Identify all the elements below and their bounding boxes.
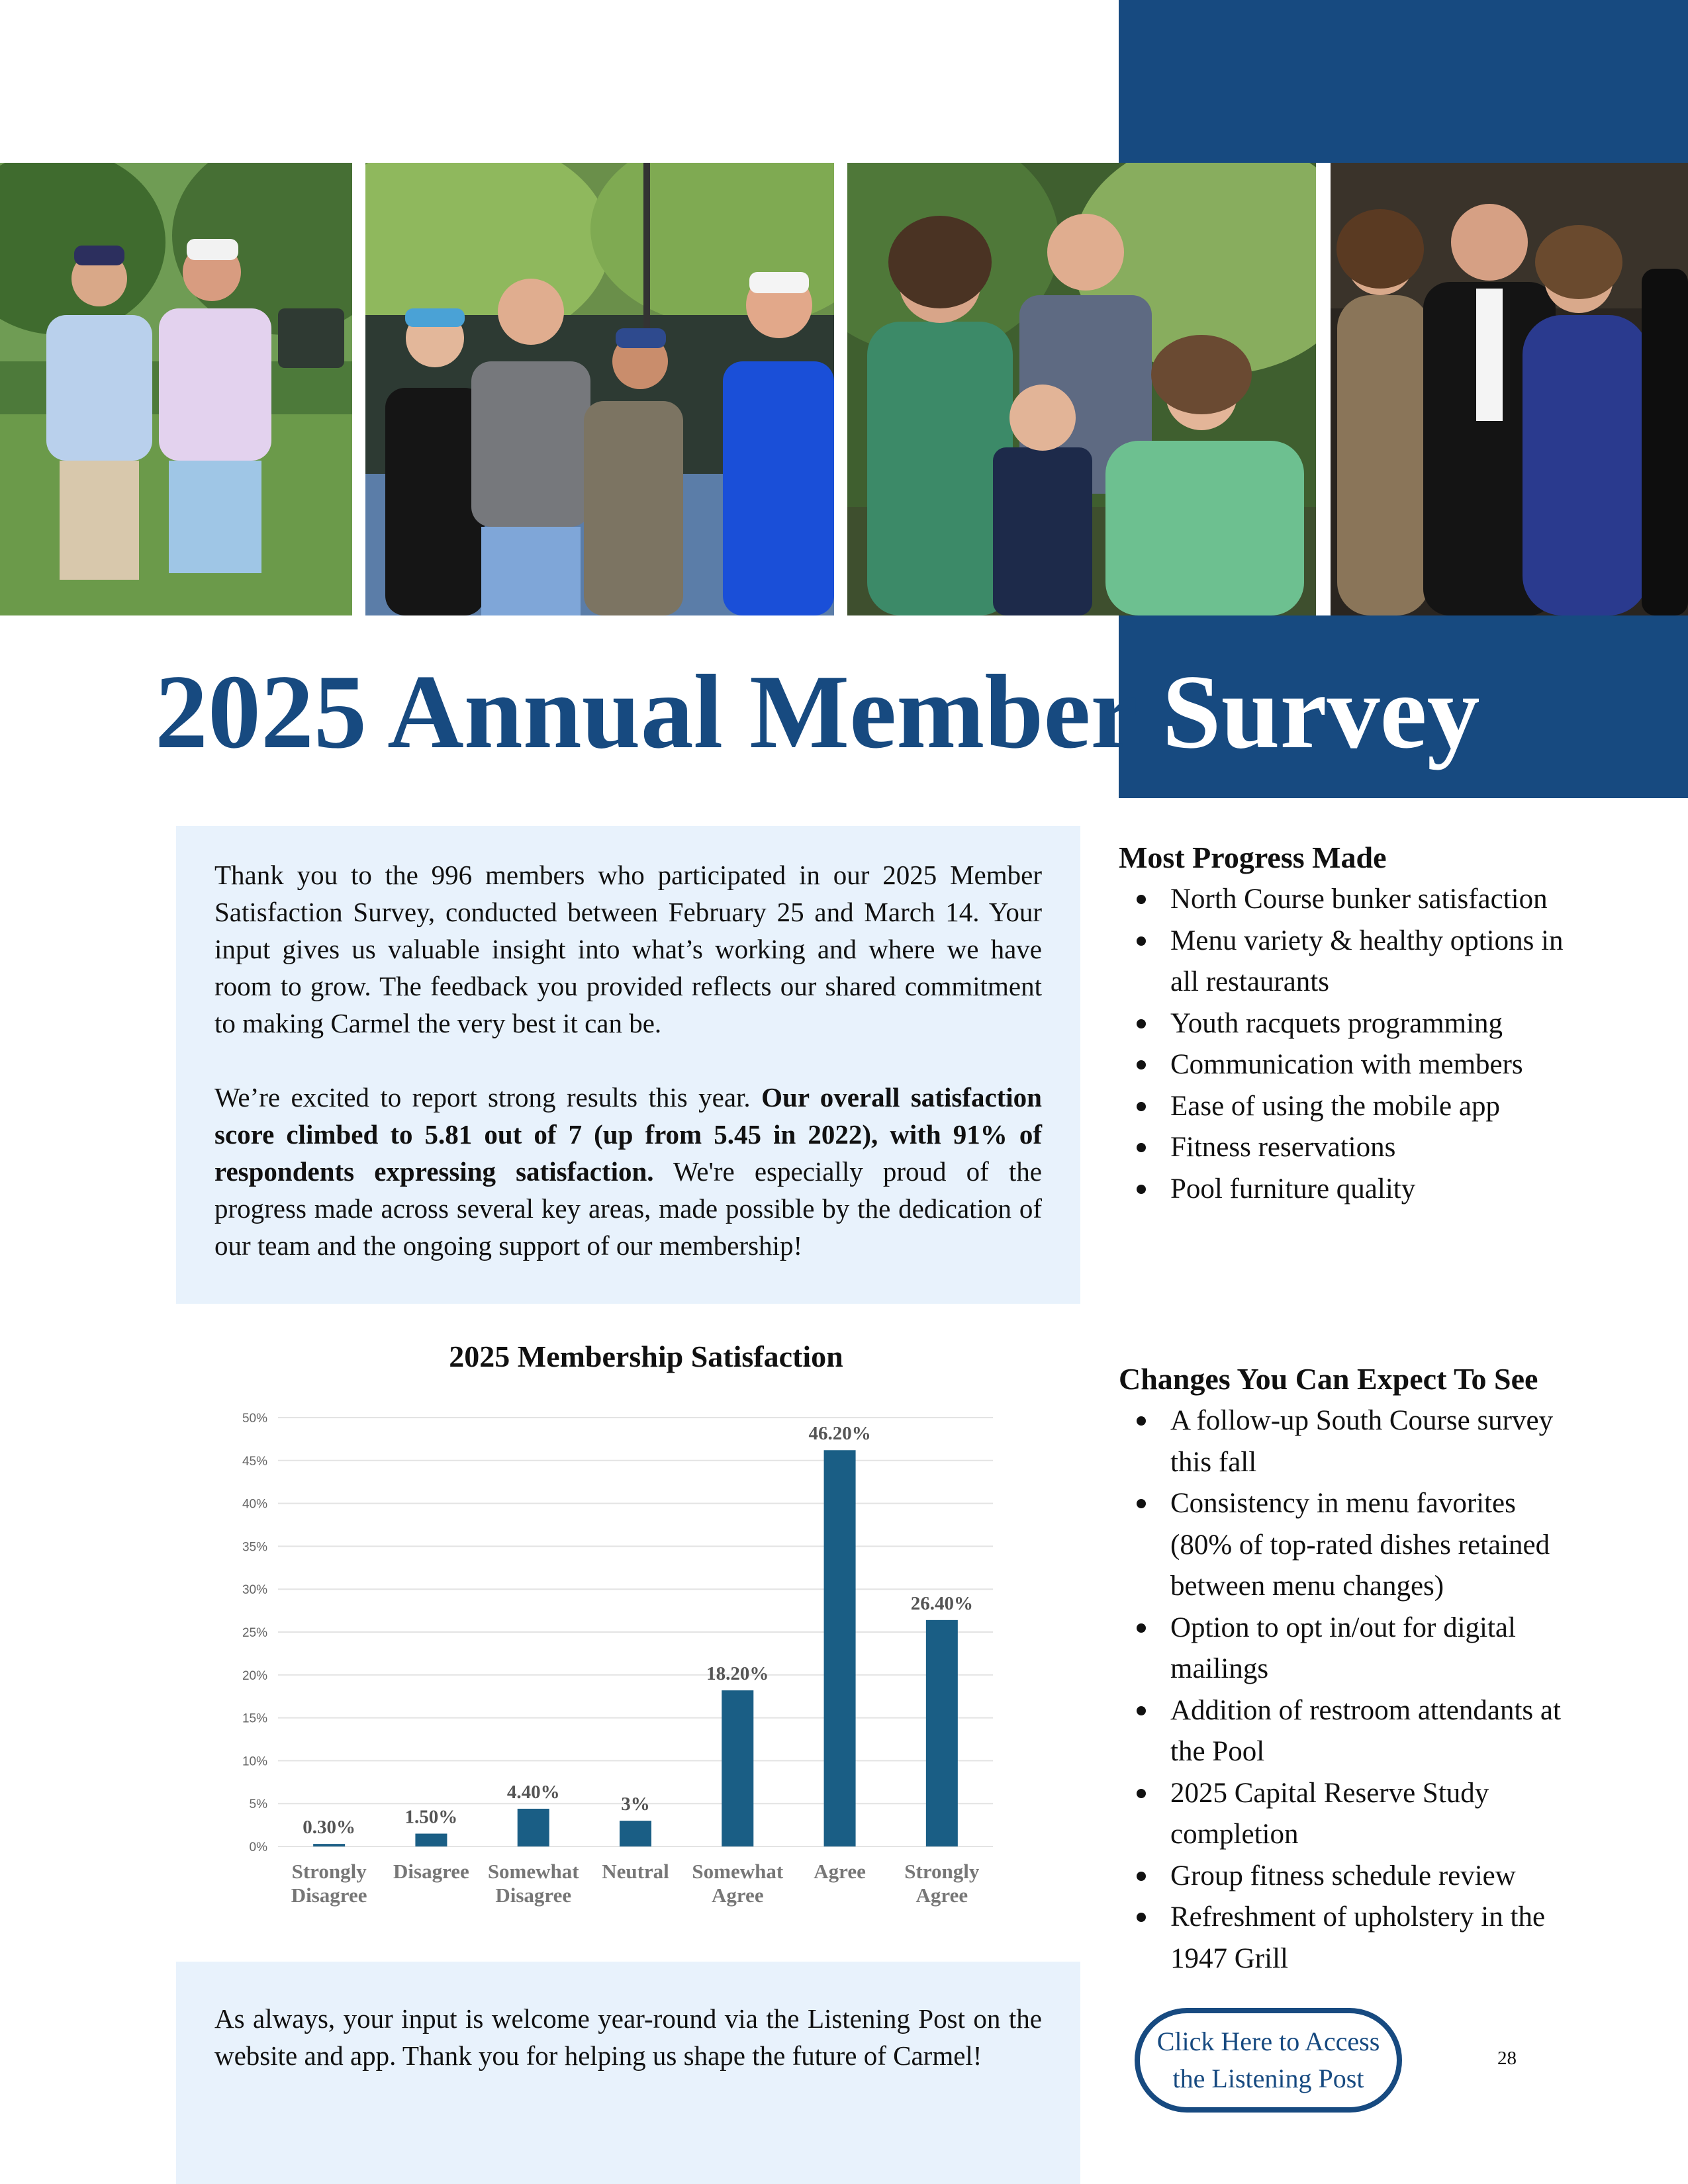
- y-tick-label: 5%: [249, 1797, 267, 1812]
- x-category-label: Disagree: [495, 1884, 572, 1907]
- satisfaction-bar-chart: [225, 1396, 1006, 1919]
- bar-value-label: 18.20%: [706, 1663, 769, 1685]
- photo-gala: [1331, 163, 1688, 615]
- bullet-icon: [1137, 936, 1146, 946]
- bar: [824, 1450, 856, 1846]
- chart-title: 2025 Membership Satisfaction: [449, 1340, 843, 1373]
- changes-heading: Changes You Can Expect To See: [1119, 1362, 1538, 1396]
- changes-item: A follow-up South Course survey this fall: [1119, 1400, 1582, 1483]
- intro-p2-rest: We're especially proud of the progress made across several key areas, made possible by the dedication of our team and the ongoing support of our membership!: [214, 1156, 1042, 1261]
- progress-item: Menu variety & healthy options in all restaurants: [1119, 921, 1582, 1003]
- x-category-label: Strongly: [291, 1860, 367, 1883]
- closing-box: [176, 1962, 1080, 2184]
- bar-value-label: 46.20%: [808, 1423, 871, 1445]
- bullet-icon: [1137, 1499, 1146, 1508]
- y-tick-label: 45%: [242, 1454, 267, 1469]
- y-tick-label: 0%: [249, 1841, 267, 1854]
- changes-item: Option to opt in/out for digital mailings: [1119, 1608, 1582, 1690]
- bullet-icon: [1137, 1143, 1146, 1152]
- intro-paragraph-2: [214, 1079, 1042, 1264]
- progress-list: [1119, 879, 1582, 1210]
- x-category-label: Disagree: [291, 1884, 367, 1907]
- y-tick-label: 40%: [242, 1497, 267, 1512]
- closing-text: As always, your input is welcome year-round via the Listening Post on the website and app. Thank you for helping us shape the future of Carmel!: [214, 2003, 1042, 2071]
- intro-p2-bold: Our overall satisfaction score climbed to 5.81 out of 7 (up from 5.45 in 2022), with 91% of respondents expressing satisfaction.: [214, 1082, 1042, 1187]
- changes-item: Group fitness schedule review: [1119, 1856, 1582, 1897]
- bar-value-label: 3%: [621, 1794, 650, 1815]
- page-number: 28: [1497, 2048, 1517, 2069]
- bar-value-label: 0.30%: [303, 1817, 356, 1839]
- bar: [722, 1690, 753, 1846]
- intro-box: [176, 826, 1080, 1304]
- progress-item: Pool furniture quality: [1119, 1169, 1582, 1210]
- progress-section: [1119, 838, 1582, 1210]
- progress-item: Communication with members: [1119, 1044, 1582, 1086]
- bar: [313, 1844, 345, 1846]
- x-category-label: Somewhat: [487, 1860, 579, 1883]
- bullet-icon: [1137, 1789, 1146, 1798]
- bullet-icon: [1137, 1623, 1146, 1633]
- y-tick-label: 10%: [242, 1754, 267, 1769]
- bullet-icon: [1137, 1060, 1146, 1069]
- x-category-label: Strongly: [904, 1860, 980, 1883]
- bullet-icon: [1137, 1019, 1146, 1028]
- bar-value-label: 26.40%: [910, 1592, 973, 1614]
- photo-family: [847, 163, 1316, 615]
- changes-item: 2025 Capital Reserve Study completion: [1119, 1773, 1582, 1856]
- bar-value-label: 4.40%: [506, 1781, 560, 1803]
- intro-paragraph-1: Thank you to the 996 members who participated in our 2025 Member Satisfaction Survey, conducted between February 25 and March 14. Your input gives us valuable insight into what’s working and where we have room to grow. The feedback you provided reflects our shared commitment to making Carmel the very best it can be.: [214, 860, 1042, 1038]
- x-category-label: Agree: [711, 1884, 764, 1907]
- title-part1: 2025 Annual Member: [155, 653, 1162, 770]
- x-category-label: Disagree: [393, 1860, 469, 1883]
- y-tick-label: 25%: [242, 1626, 267, 1640]
- x-category-label: Somewhat: [692, 1860, 784, 1883]
- top-right-blue-block: [1119, 0, 1688, 163]
- changes-list: [1119, 1400, 1582, 1979]
- y-tick-label: 15%: [242, 1711, 267, 1726]
- title-part2: Survey: [1162, 653, 1480, 770]
- changes-item: Consistency in menu favorites (80% of top-rated dishes retained between menu changes): [1119, 1483, 1582, 1608]
- changes-section: [1119, 1359, 1582, 1979]
- x-category-label: Neutral: [602, 1860, 669, 1883]
- intro-p2-lead: We’re excited to report strong results this year.: [214, 1082, 762, 1113]
- photo-golf: [0, 163, 352, 615]
- bullet-icon: [1137, 1102, 1146, 1111]
- listening-post-button-label: Click Here to Access the Listening Post: [1156, 2026, 1380, 2093]
- bullet-icon: [1137, 895, 1146, 904]
- x-category-label: Agree: [915, 1884, 968, 1907]
- bar: [518, 1809, 549, 1846]
- bar-value-label: 1.50%: [404, 1806, 458, 1828]
- progress-heading: Most Progress Made: [1119, 841, 1387, 874]
- bar: [926, 1620, 958, 1846]
- bullet-icon: [1137, 1872, 1146, 1881]
- bar: [620, 1821, 651, 1846]
- bar: [415, 1834, 447, 1846]
- progress-item: North Course bunker satisfaction: [1119, 879, 1582, 921]
- progress-item: Ease of using the mobile app: [1119, 1086, 1582, 1128]
- photo-pickleball: [365, 163, 834, 615]
- changes-item: Addition of restroom attendants at the Pool: [1119, 1690, 1582, 1773]
- bullet-icon: [1137, 1706, 1146, 1715]
- y-tick-label: 35%: [242, 1540, 267, 1555]
- changes-item: Refreshment of upholstery in the 1947 Grill: [1119, 1897, 1582, 1979]
- y-tick-label: 30%: [242, 1583, 267, 1598]
- progress-item: Youth racquets programming: [1119, 1003, 1582, 1045]
- y-tick-label: 20%: [242, 1668, 267, 1683]
- bullet-icon: [1137, 1913, 1146, 1922]
- y-tick-label: 50%: [242, 1412, 267, 1426]
- bullet-icon: [1137, 1416, 1146, 1426]
- x-category-label: Agree: [814, 1860, 866, 1883]
- page-title: [155, 655, 1611, 768]
- progress-item: Fitness reservations: [1119, 1127, 1582, 1169]
- bullet-icon: [1137, 1185, 1146, 1194]
- listening-post-button[interactable]: [1135, 2008, 1402, 2113]
